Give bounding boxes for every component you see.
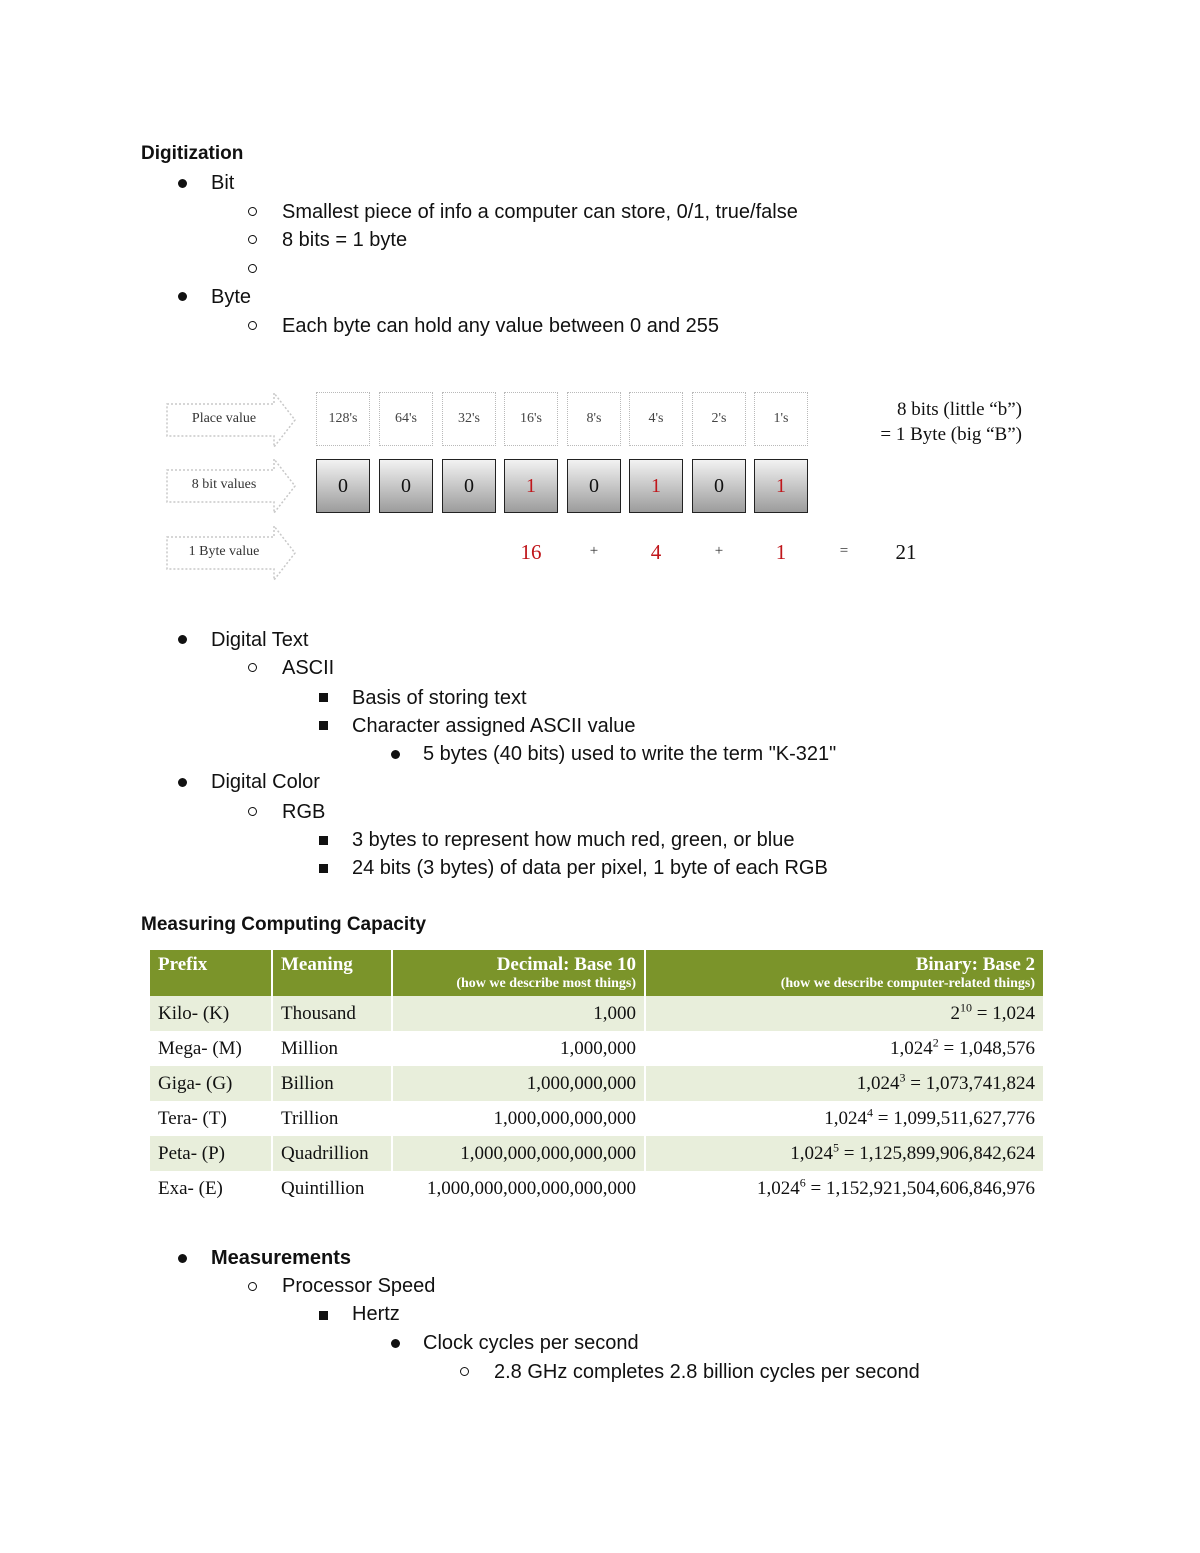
- table-row: [150, 1066, 1044, 1101]
- cell-decimal: 1,000,000: [392, 1031, 645, 1066]
- sum-operator-plus: +: [714, 543, 724, 559]
- bullet-disc: [178, 179, 187, 188]
- rgb-label: RGB: [282, 801, 326, 823]
- bit-item-1: Smallest piece of info a computer can store, 0/1, true/false: [282, 201, 798, 223]
- cell-decimal: 1,000: [392, 996, 645, 1031]
- header-binary: [645, 950, 1044, 996]
- cell-binary: [645, 996, 1044, 1031]
- binary-exponent: 2: [932, 1035, 939, 1050]
- ascii-label: ASCII: [282, 657, 335, 679]
- digital-color-label: Digital Color: [211, 771, 320, 793]
- sum-value-1: 1: [775, 540, 787, 564]
- binary-base: 2: [950, 1002, 961, 1024]
- header-decimal: [392, 950, 645, 996]
- bits-note-line-1: 8 bits (little “b”): [896, 399, 1022, 420]
- cell-prefix: Kilo- (K): [150, 996, 272, 1031]
- ascii-item-2: Character assigned ASCII value: [352, 715, 636, 737]
- bullet-disc: [178, 778, 187, 787]
- bit-values-label: 8 bit values: [191, 477, 257, 492]
- cell-decimal: 1,000,000,000,000: [392, 1101, 645, 1136]
- processor-speed-label: Processor Speed: [282, 1275, 436, 1297]
- clock-cycles-label: Clock cycles per second: [423, 1332, 639, 1354]
- header-meaning-text: Meaning: [281, 954, 353, 975]
- bullet-circle: [248, 663, 257, 672]
- place-value-box: 4's: [629, 392, 683, 446]
- ascii-subitem: 5 bytes (40 bits) used to write the term "K-321": [423, 743, 837, 765]
- bit-box: 0: [316, 459, 370, 513]
- digitization-heading: Digitization: [141, 143, 244, 164]
- binary-exponent: 10: [960, 1000, 973, 1015]
- bit-item-2: 8 bits = 1 byte: [282, 229, 408, 251]
- place-value-box: 8's: [567, 392, 621, 446]
- bullet-circle: [248, 235, 257, 244]
- cell-binary: [645, 1136, 1044, 1171]
- cell-prefix: Exa- (E): [150, 1171, 272, 1206]
- header-binary-text: Binary: Base 2: [915, 954, 1035, 975]
- rgb-item-1: 3 bytes to represent how much red, green, or blue: [352, 829, 795, 851]
- binary-exponent: 5: [833, 1140, 840, 1155]
- cell-meaning: Quadrillion: [272, 1136, 392, 1171]
- bits-note-line-2: = 1 Byte (big “B”): [880, 424, 1022, 445]
- binary-exponent: 3: [899, 1070, 906, 1085]
- cell-meaning: Million: [272, 1031, 392, 1066]
- cell-binary: [645, 1066, 1044, 1101]
- sum-value-16: 16: [520, 540, 542, 564]
- table-header-row: [150, 950, 1044, 996]
- bit-box: 1: [629, 459, 683, 513]
- binary-value: = 1,024: [972, 1002, 1035, 1024]
- cell-meaning: Quintillion: [272, 1171, 392, 1206]
- byte-label: Byte: [211, 286, 252, 308]
- bit-box: 0: [692, 459, 746, 513]
- binary-base: 1,024: [824, 1107, 867, 1129]
- bullet-circle: [248, 264, 257, 273]
- byte-value-label: 1 Byte value: [188, 544, 260, 559]
- bit-box: 1: [504, 459, 558, 513]
- header-meaning: [272, 950, 392, 996]
- bit-label: Bit: [211, 172, 235, 194]
- place-value-box: 128's: [316, 392, 370, 446]
- digital-text-label: Digital Text: [211, 629, 309, 651]
- bullet-circle: [248, 321, 257, 330]
- cell-decimal: 1,000,000,000: [392, 1066, 645, 1101]
- binary-exponent: 4: [866, 1105, 873, 1120]
- bit-box: 1: [754, 459, 808, 513]
- capacity-table: [150, 950, 1045, 1206]
- place-value-box: 32's: [442, 392, 496, 446]
- ascii-item-1: Basis of storing text: [352, 687, 527, 709]
- bullet-square: [319, 693, 328, 702]
- cell-binary: [645, 1171, 1044, 1206]
- bullet-circle: [248, 807, 257, 816]
- header-binary-subtext: (how we describe computer-related things): [780, 976, 1035, 991]
- header-prefix: [150, 950, 272, 996]
- bullet-disc: [178, 1254, 187, 1263]
- bullet-circle: [248, 207, 257, 216]
- header-decimal-subtext: (how we describe most things): [456, 976, 636, 991]
- bit-box: 0: [442, 459, 496, 513]
- bullet-circle: [460, 1367, 469, 1376]
- cell-meaning: Trillion: [272, 1101, 392, 1136]
- binary-exponent: 6: [799, 1175, 806, 1190]
- cell-meaning: Billion: [272, 1066, 392, 1101]
- sum-operator-equals: =: [839, 543, 849, 559]
- bullet-square: [319, 836, 328, 845]
- binary-value: = 1,099,511,627,776: [872, 1107, 1035, 1129]
- bullet-square: [319, 864, 328, 873]
- capacity-heading: Measuring Computing Capacity: [141, 914, 427, 935]
- cell-prefix: Mega- (M): [150, 1031, 272, 1066]
- table-row: [150, 996, 1044, 1031]
- binary-base: 1,024: [890, 1037, 933, 1059]
- sum-operator-plus: +: [589, 543, 599, 559]
- table-row: [150, 1171, 1044, 1206]
- cell-binary: [645, 1031, 1044, 1066]
- bullet-square: [319, 1311, 328, 1320]
- byte-item-1: Each byte can hold any value between 0 and 255: [282, 315, 719, 337]
- binary-value: = 1,073,741,824: [905, 1072, 1035, 1094]
- header-prefix-text: Prefix: [158, 954, 208, 975]
- bullet-disc: [391, 1339, 400, 1348]
- cell-prefix: Giga- (G): [150, 1066, 272, 1101]
- hertz-label: Hertz: [352, 1303, 400, 1325]
- binary-value: = 1,048,576: [938, 1037, 1035, 1059]
- table-row: [150, 1101, 1044, 1136]
- table-row: [150, 1136, 1044, 1171]
- binary-value: = 1,152,921,504,606,846,976: [805, 1177, 1035, 1199]
- bit-box: 0: [379, 459, 433, 513]
- place-value-box: 1's: [754, 392, 808, 446]
- bullet-disc: [178, 292, 187, 301]
- rgb-item-2: 24 bits (3 bytes) of data per pixel, 1 byte of each RGB: [352, 857, 828, 879]
- sum-value-4: 4: [650, 540, 662, 564]
- header-decimal-text: Decimal: Base 10: [496, 954, 636, 975]
- sum-total: 21: [895, 540, 917, 564]
- place-value-box: 64's: [379, 392, 433, 446]
- bullet-circle: [248, 1282, 257, 1291]
- cell-meaning: Thousand: [272, 996, 392, 1031]
- binary-base: 1,024: [790, 1142, 834, 1164]
- cell-decimal: 1,000,000,000,000,000,000: [392, 1171, 645, 1206]
- bullet-square: [319, 721, 328, 730]
- bit-box: 0: [567, 459, 621, 513]
- place-value-label: Place value: [191, 411, 257, 426]
- bullet-disc: [391, 750, 400, 759]
- binary-base: 1,024: [757, 1177, 800, 1199]
- cell-decimal: 1,000,000,000,000,000: [392, 1136, 645, 1171]
- binary-base: 1,024: [856, 1072, 900, 1094]
- cell-prefix: Tera- (T): [150, 1101, 272, 1136]
- measurements-label: Measurements: [211, 1247, 352, 1269]
- place-value-box: 2's: [692, 392, 746, 446]
- ghz-example: 2.8 GHz completes 2.8 billion cycles per second: [494, 1361, 920, 1383]
- cell-prefix: Peta- (P): [150, 1136, 272, 1171]
- bullet-disc: [178, 635, 187, 644]
- table-row: [150, 1031, 1044, 1066]
- cell-binary: [645, 1101, 1044, 1136]
- place-value-box: 16's: [504, 392, 558, 446]
- binary-value: = 1,125,899,906,842,624: [839, 1142, 1035, 1164]
